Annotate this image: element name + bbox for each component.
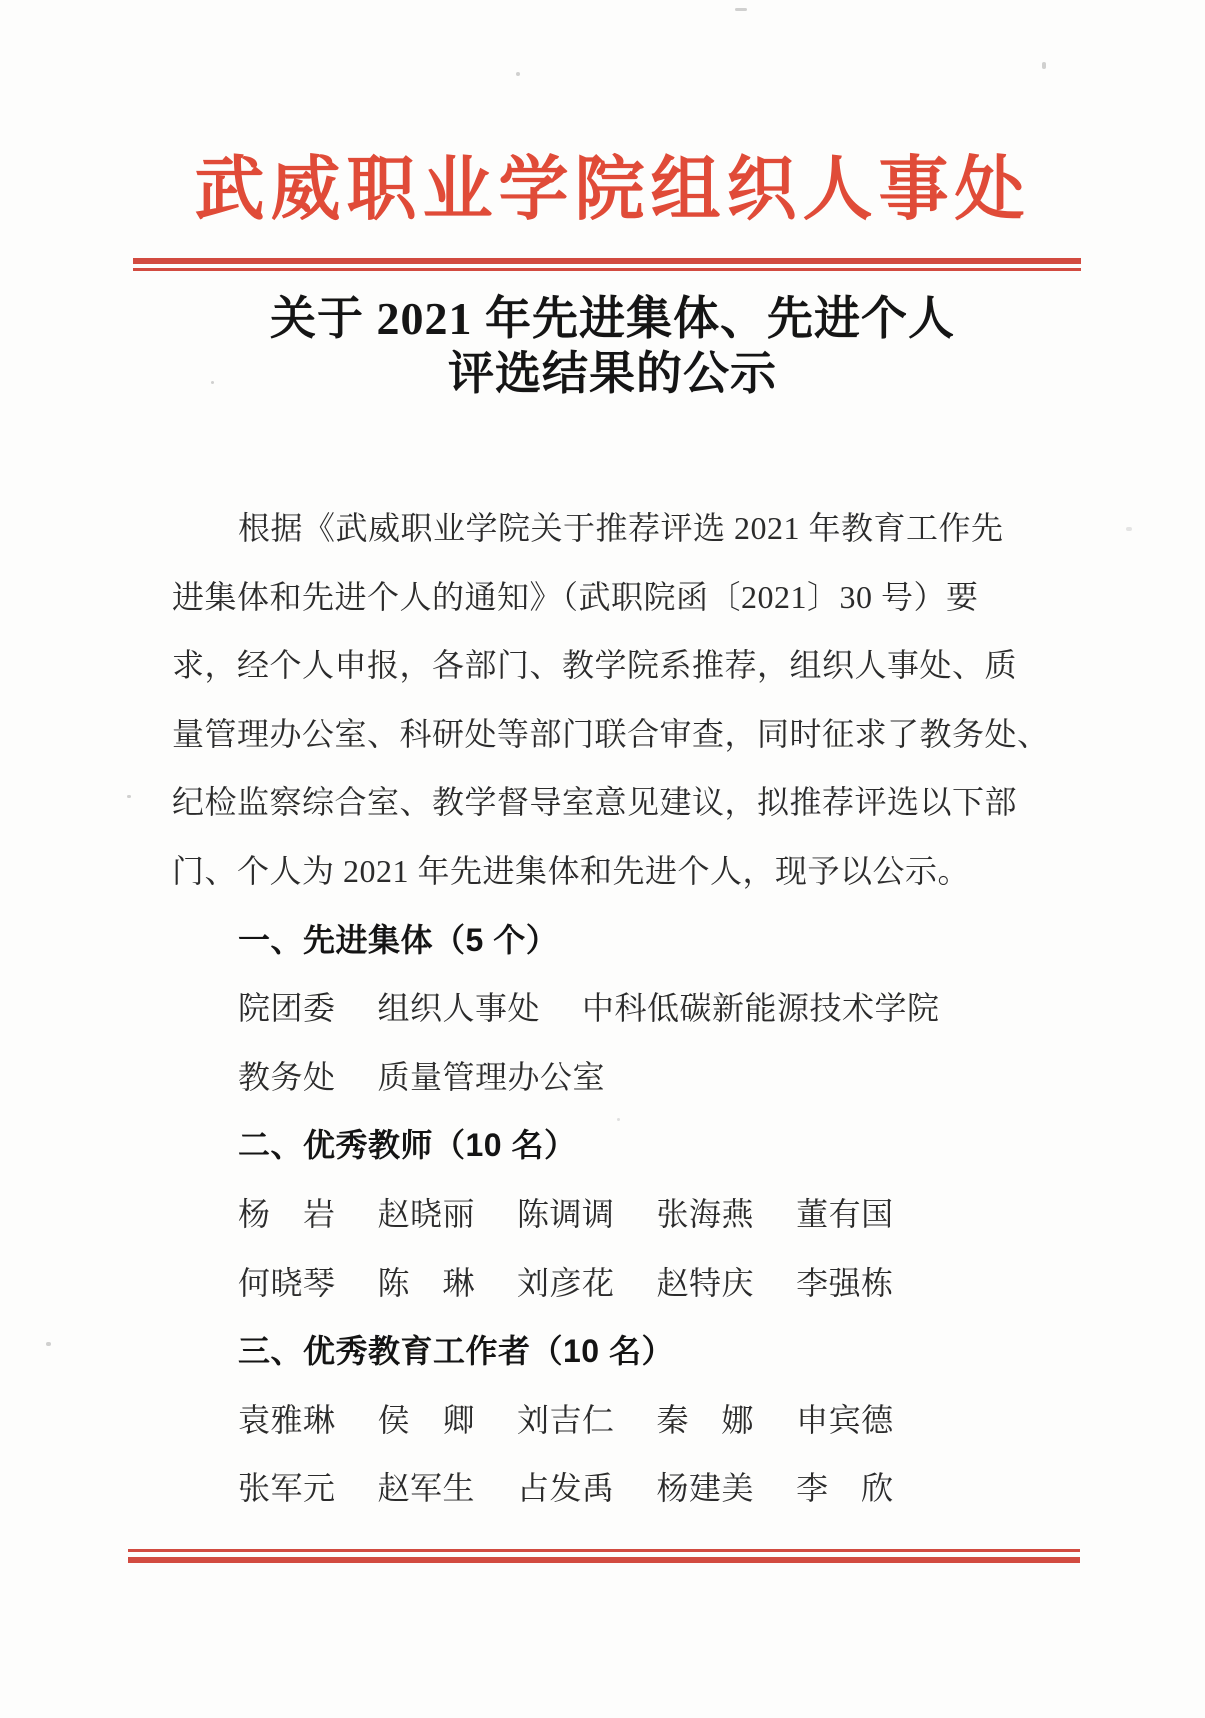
scan-speckle — [1042, 62, 1046, 69]
person-name: 赵晓丽 — [377, 1195, 476, 1232]
person-name: 杨 岩 — [238, 1195, 336, 1232]
person-name: 李 欣 — [796, 1470, 894, 1507]
person-name: 李强栋 — [796, 1264, 894, 1301]
collective-name: 组织人事处 — [377, 990, 541, 1027]
person-name: 申宾德 — [796, 1401, 894, 1438]
body-line-4: 量管理办公室、科研处等部门联合审查，同时征求了教务处、 — [172, 715, 1050, 752]
educator-name-row — [172, 1454, 1050, 1523]
document-title-line1: 关于 2021 年先进集体、先进个人 — [270, 293, 955, 344]
body-line-5: 纪检监察综合室、教学督导室意见建议，拟推荐评选以下部 — [172, 784, 1018, 821]
document-body — [172, 494, 1050, 1523]
footer-rule-thick — [128, 1557, 1080, 1563]
collective-name-row — [172, 974, 1050, 1043]
teacher-name-row — [172, 1249, 1050, 1318]
scan-speckle — [516, 72, 520, 76]
person-name: 秦 娜 — [656, 1401, 755, 1438]
section-heading-excellent-teachers: 二、优秀教师（10 名） — [238, 1127, 577, 1164]
section-heading-advanced-collectives: 一、先进集体（5 个） — [238, 921, 559, 958]
person-name: 陈 琳 — [377, 1264, 476, 1301]
collective-name: 质量管理办公室 — [377, 1058, 606, 1095]
collective-name-row — [172, 1043, 1050, 1112]
person-name: 张军元 — [238, 1470, 336, 1507]
person-name: 刘吉仁 — [517, 1401, 615, 1438]
footer-rule-thin — [128, 1549, 1080, 1552]
body-line-1: 根据《武威职业学院关于推荐评选 2021 年教育工作先 — [238, 510, 1004, 546]
person-name: 占发禹 — [517, 1470, 615, 1507]
person-name: 赵特庆 — [656, 1264, 755, 1301]
scan-speckle — [127, 795, 131, 798]
person-name: 杨建美 — [656, 1470, 755, 1507]
educator-name-row — [172, 1386, 1050, 1455]
person-name: 袁雅琳 — [238, 1401, 336, 1438]
person-name: 陈调调 — [517, 1195, 615, 1232]
body-line-2: 进集体和先进个人的通知》（武职院函〔2021〕30 号）要 — [172, 578, 979, 615]
scan-speckle — [46, 1342, 51, 1346]
collective-name: 教务处 — [238, 1058, 336, 1095]
person-name: 赵军生 — [377, 1470, 476, 1507]
person-name: 何晓琴 — [238, 1264, 336, 1301]
body-line-6: 门、个人为 2021 年先进集体和先进个人，现予以公示。 — [172, 852, 971, 889]
person-name: 董有国 — [796, 1195, 894, 1232]
person-name: 张海燕 — [656, 1195, 755, 1232]
footer-double-rule — [128, 1549, 1080, 1563]
header-rule-thick — [133, 258, 1081, 264]
document-title-line2: 评选结果的公示 — [448, 348, 777, 399]
header-rule-thin — [133, 268, 1081, 271]
header-double-rule — [133, 258, 1081, 271]
scan-speckle — [1126, 527, 1132, 531]
document-title — [140, 291, 1085, 401]
masthead-title: 武威职业学院组织人事处 — [194, 152, 1031, 229]
section-heading-excellent-educators: 三、优秀教育工作者（10 名） — [238, 1333, 674, 1370]
body-line-3: 求，经个人申报，各部门、教学院系推荐，组织人事处、质 — [172, 647, 1018, 684]
scan-speckle — [735, 8, 747, 11]
collective-name: 中科低碳新能源技术学院 — [582, 990, 940, 1027]
collective-name: 院团委 — [238, 990, 336, 1027]
person-name: 侯 卿 — [377, 1401, 476, 1438]
person-name: 刘彦花 — [517, 1264, 615, 1301]
teacher-name-row — [172, 1180, 1050, 1249]
